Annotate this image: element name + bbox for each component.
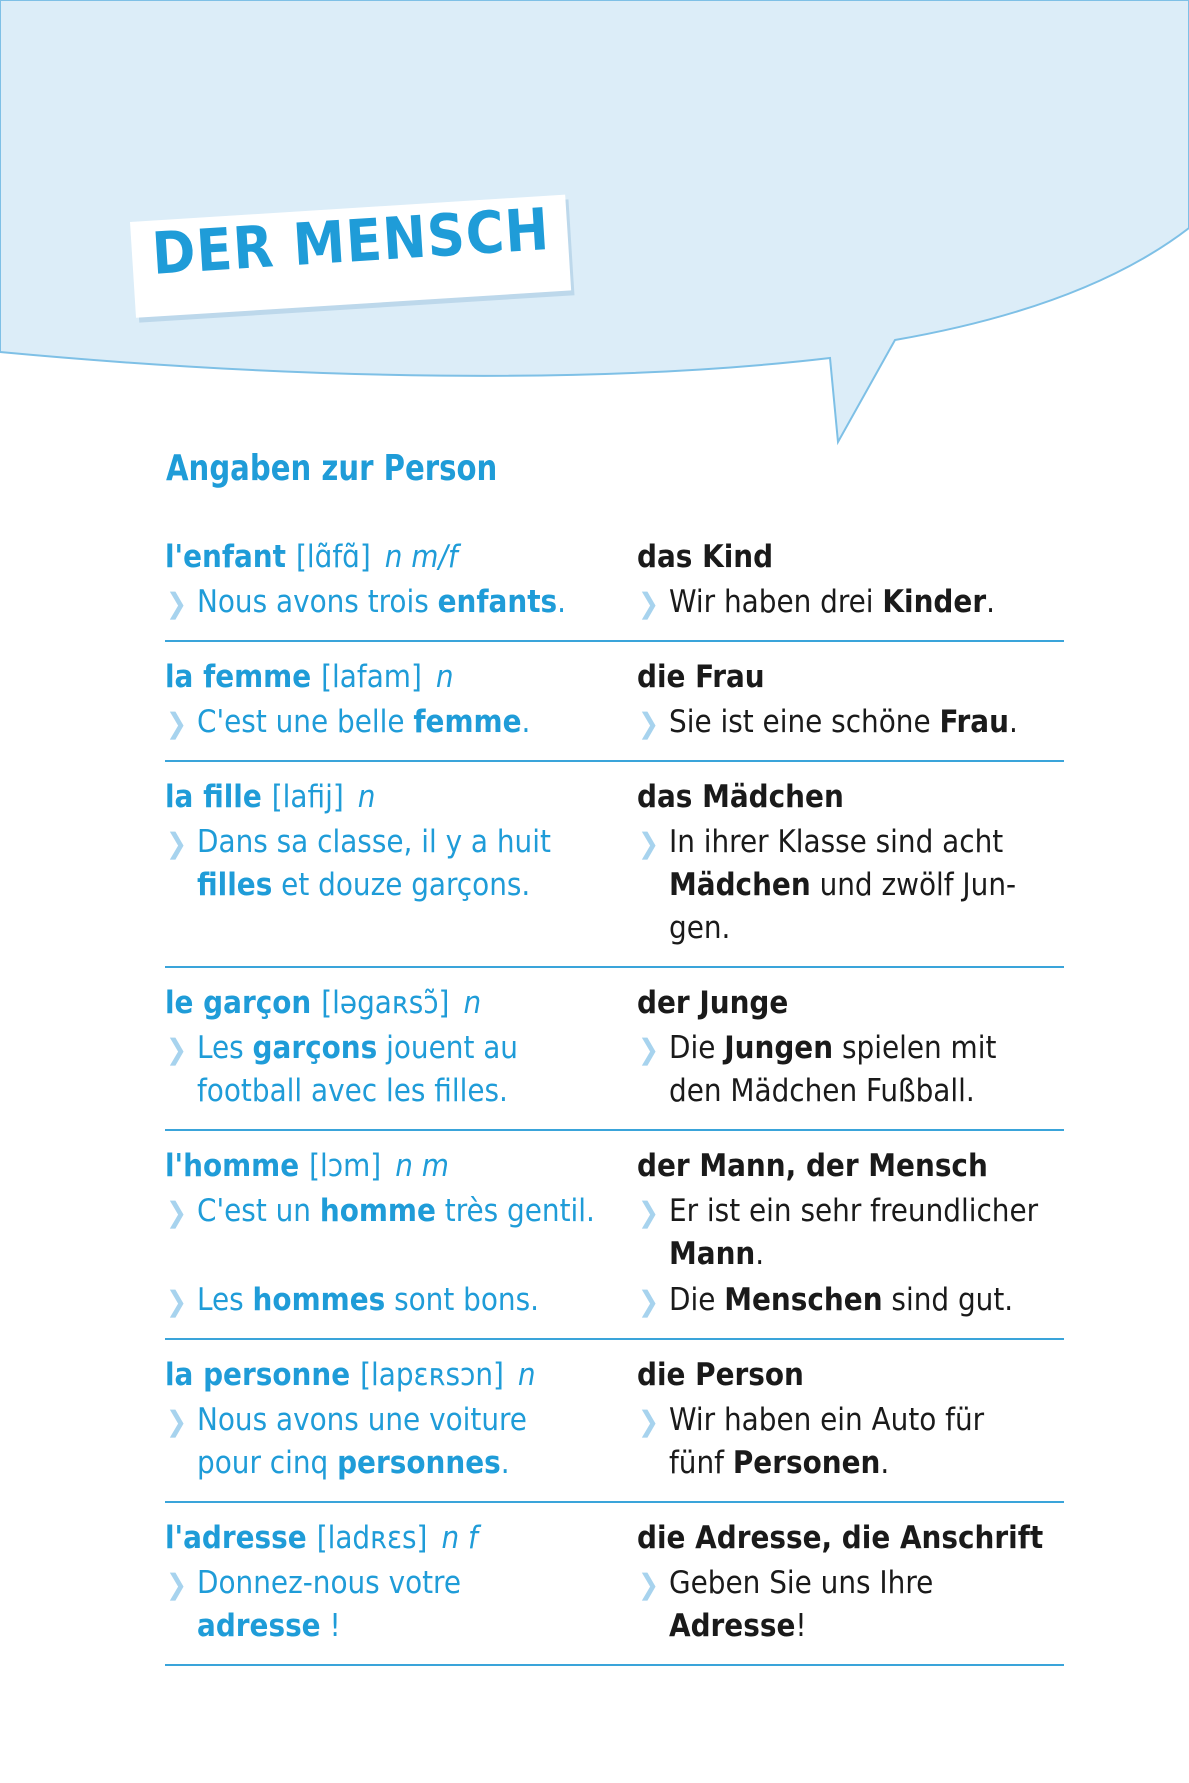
- german-example: ❯ In ihrer Klasse sind acht Mädchen und zwölf Jun- gen.: [638, 824, 1017, 946]
- german-column: [637, 1352, 1064, 1485]
- grammar-label: n: [517, 1357, 536, 1393]
- highlighted-word: homme: [319, 1193, 436, 1229]
- phonetic-transcription: [ladʀɛs]: [316, 1520, 428, 1556]
- highlighted-word: femme: [413, 704, 522, 740]
- german-example: ❯ Er ist ein sehr freundlicher Mann.: [638, 1193, 1039, 1272]
- french-example: ❯ Les garçons jouent au football avec les filles.: [166, 1030, 518, 1109]
- chevron-right-icon: ❯: [638, 1196, 660, 1229]
- highlighted-word: enfants: [437, 584, 558, 620]
- german-example: ❯ Sie ist eine schöne Frau.: [637, 701, 1064, 744]
- german-headword: das Kind: [637, 539, 774, 575]
- highlighted-word: Adresse: [669, 1608, 796, 1644]
- highlighted-word: garçons: [252, 1030, 378, 1066]
- french-example: ❯ C'est une belle femme.: [165, 701, 637, 744]
- french-column: [165, 654, 637, 744]
- french-headword: la personne: [165, 1357, 351, 1393]
- french-column: [165, 1352, 637, 1485]
- phonetic-transcription: [lafij]: [271, 779, 344, 815]
- highlighted-word: adresse: [197, 1608, 321, 1644]
- vocabulary-entry: [165, 1515, 1064, 1666]
- french-headword: l'homme: [165, 1148, 300, 1184]
- german-example: ❯ Wir haben drei Kinder.: [637, 581, 1064, 624]
- highlighted-word: personnes: [337, 1445, 501, 1481]
- highlighted-word: Mann: [669, 1236, 756, 1272]
- french-headword: l'enfant: [165, 539, 287, 575]
- highlighted-word: Kinder: [882, 584, 987, 620]
- german-example: ❯ Geben Sie uns Ihre Adresse!: [638, 1565, 934, 1644]
- grammar-label: n: [463, 985, 482, 1021]
- french-headword-line: [165, 1352, 637, 1398]
- grammar-label: n: [357, 779, 376, 815]
- french-headword-line: [165, 654, 637, 700]
- french-headword-line: [165, 534, 637, 580]
- phonetic-transcription: [lɑ̃fɑ̃]: [296, 539, 371, 575]
- chevron-right-icon: ❯: [166, 1568, 188, 1601]
- german-example: ❯ Die Menschen sind gut.: [637, 1279, 1064, 1322]
- chevron-right-icon: ❯: [166, 707, 188, 740]
- french-headword: le garçon: [165, 985, 312, 1021]
- german-column: [637, 980, 1064, 1113]
- german-headword: die Person: [637, 1357, 804, 1393]
- french-headword-line: [165, 1143, 637, 1189]
- section-heading: Angaben zur Person: [166, 448, 498, 489]
- highlighted-word: Frau: [939, 704, 1009, 740]
- french-column: [165, 774, 637, 950]
- chevron-right-icon: ❯: [638, 827, 660, 860]
- french-headword-line: [165, 774, 637, 820]
- highlighted-word: hommes: [252, 1282, 386, 1318]
- chevron-right-icon: ❯: [638, 1568, 660, 1601]
- german-column: [637, 1143, 1064, 1322]
- german-headword: die Frau: [637, 659, 765, 695]
- french-example: ❯ Dans sa classe, il y a huit filles et douze garçons.: [166, 824, 551, 903]
- vocabulary-entry: [165, 1143, 1064, 1340]
- french-example: ❯ Nous avons trois enfants.: [165, 581, 637, 624]
- german-headword: der Mann, der Mensch: [637, 1148, 988, 1184]
- german-column: [637, 1515, 1064, 1648]
- chevron-right-icon: ❯: [166, 587, 188, 620]
- highlighted-word: Mädchen: [669, 867, 811, 903]
- grammar-label: n m/f: [384, 539, 458, 575]
- chevron-right-icon: ❯: [166, 827, 188, 860]
- vocabulary-entry: [165, 1352, 1064, 1503]
- grammar-label: n f: [441, 1520, 478, 1556]
- highlighted-word: Menschen: [724, 1282, 883, 1318]
- vocabulary-entry: [165, 774, 1064, 968]
- german-column: [637, 654, 1064, 744]
- german-headword: die Adresse, die Anschrift: [637, 1520, 1044, 1556]
- highlighted-word: Jungen: [724, 1030, 834, 1066]
- chevron-right-icon: ❯: [638, 707, 660, 740]
- french-headword-line: [165, 980, 637, 1026]
- grammar-label: n: [435, 659, 454, 695]
- chevron-right-icon: ❯: [638, 1285, 660, 1318]
- vocabulary-entry: [165, 534, 1064, 642]
- french-column: [165, 1143, 637, 1322]
- highlighted-word: filles: [197, 867, 273, 903]
- french-column: [165, 980, 637, 1113]
- phonetic-transcription: [lafam]: [321, 659, 422, 695]
- german-example: ❯ Wir haben ein Auto für fünf Personen.: [638, 1402, 985, 1481]
- grammar-label: n m: [395, 1148, 449, 1184]
- german-column: [637, 774, 1064, 950]
- vocabulary-entry: [165, 980, 1064, 1131]
- german-column: [637, 534, 1064, 624]
- phonetic-transcription: [lapɛʀsɔn]: [360, 1357, 504, 1393]
- page-title: DER MENSCH: [150, 195, 552, 288]
- chevron-right-icon: ❯: [166, 1285, 188, 1318]
- vocabulary-entry: [165, 654, 1064, 762]
- phonetic-transcription: [ləgaʀsɔ̃]: [321, 985, 450, 1021]
- french-column: [165, 1515, 637, 1648]
- vocabulary-list: [165, 534, 1064, 1678]
- phonetic-transcription: [lɔm]: [309, 1148, 382, 1184]
- french-example: ❯ Les hommes sont bons.: [165, 1279, 637, 1322]
- french-example: ❯ Donnez-nous votre adresse !: [166, 1565, 461, 1644]
- french-column: [165, 534, 637, 624]
- french-example: ❯ Nous avons une voiture pour cinq personnes.: [166, 1402, 527, 1481]
- french-headword-line: [165, 1515, 637, 1561]
- chevron-right-icon: ❯: [166, 1033, 188, 1066]
- highlighted-word: Personen: [732, 1445, 881, 1481]
- chevron-right-icon: ❯: [638, 1405, 660, 1438]
- chevron-right-icon: ❯: [166, 1405, 188, 1438]
- german-example: ❯ Die Jungen spielen mit den Mädchen Fußball.: [638, 1030, 997, 1109]
- french-headword: l'adresse: [165, 1520, 307, 1556]
- german-headword: das Mädchen: [637, 779, 844, 815]
- chevron-right-icon: ❯: [638, 1033, 660, 1066]
- french-headword: la femme: [165, 659, 312, 695]
- german-headword: der Junge: [637, 985, 789, 1021]
- french-example: ❯ C'est un homme très gentil.: [165, 1190, 637, 1233]
- chevron-right-icon: ❯: [166, 1196, 188, 1229]
- french-headword: la fille: [165, 779, 262, 815]
- chevron-right-icon: ❯: [638, 587, 660, 620]
